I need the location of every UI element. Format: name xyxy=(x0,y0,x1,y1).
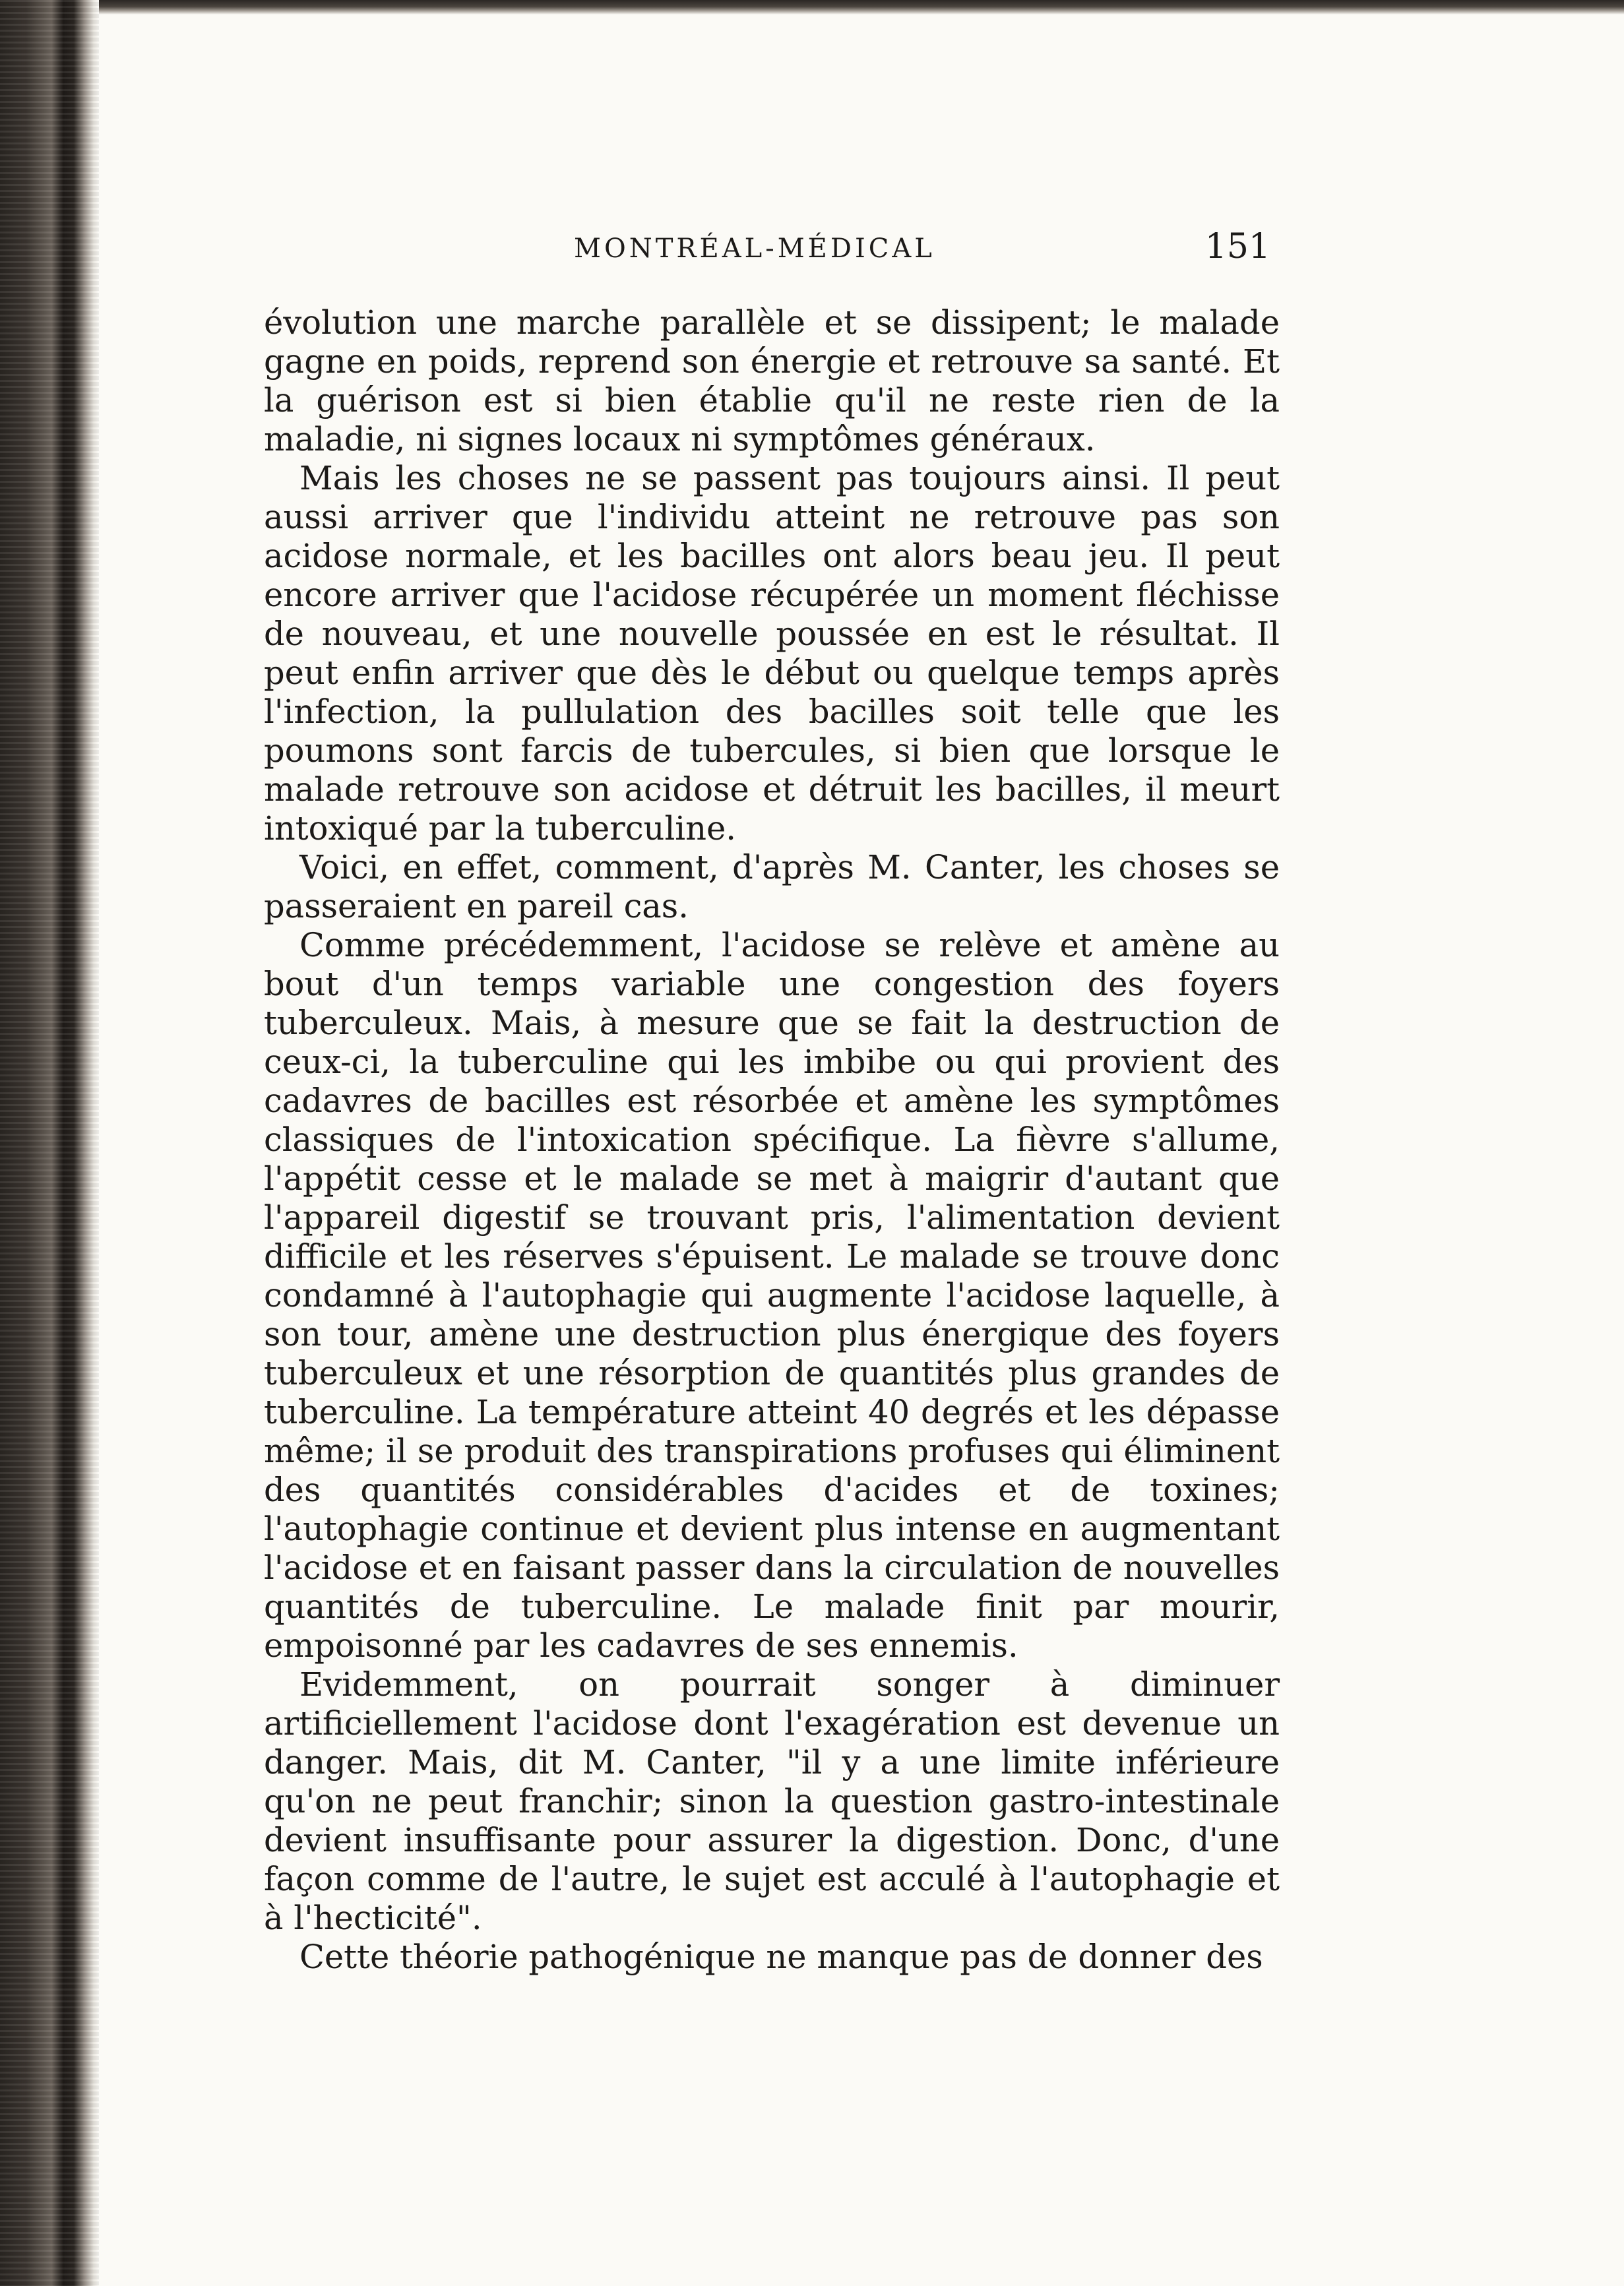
paragraph: Comme précédemment, l'acidose se relève et amène au bout d'un temps variable une congestion des foyers tuberculeux. Mais, à mesure que se fait la destruction de ceux-ci, la tuberculine qui les imbibe ou qui provient des cadavres de bacilles est résorbée et amène les symptômes classiques de l'intoxication spécifique. La fièvre s'allume, l'appétit cesse et le malade se met à maigrir d'autant que l'appareil digestif se trouvant pris, l'alimentation devient difficile et les réserves s'épuisent. Le malade se trouve donc condamné à l'autophagie qui augmente l'acidose laquelle, à son tour, amène une destruction plus énergique des foyers tuberculeux et une résorption de quantités plus grandes de tuberculine. La température atteint 40 degrés et les dépasse même; il se produit des transpirations profuses qui éliminent des quantités considérables d'acides et de toxines; l'autophagie continue et devient plus intense en augmentant l'acidose et en faisant passer dans la circulation de nouvelles quantités de tuberculine. Le malade finit par mourir, empoisonné par les cadavres de ses ennemis. xyxy=(264,926,1280,1665)
book-page xyxy=(264,224,1280,1977)
paragraph: Evidemment, on pourrait songer à diminuer artificiellement l'acidose dont l'exagération est devenue un danger. Mais, dit M. Canter, "il y a une limite inférieure qu'on ne peut franchir; sinon la question gastro-intestinale devient insuffisante pour assurer la digestion. Donc, d'une façon comme de l'autre, le sujet est acculé à l'autophagie et à l'hecticité". xyxy=(264,1665,1280,1937)
binding-texture xyxy=(0,0,99,2286)
running-title: MONTRÉAL-MÉDICAL xyxy=(574,233,935,264)
running-header xyxy=(264,224,1280,277)
page-number: 151 xyxy=(1204,227,1270,266)
scan-top-edge xyxy=(0,0,1624,15)
paragraph: Cette théorie pathogénique ne manque pas de donner des xyxy=(299,1938,1263,1976)
paragraph-continuation: évolution une marche parallèle et se dissipent; le malade gagne en poids, reprend son énergie et retrouve sa santé. Et la guérison est si bien établie qu'il ne reste rien de la maladie, ni signes locaux ni symptômes généraux. xyxy=(264,303,1280,458)
body-text xyxy=(264,303,1280,1977)
paragraph: Voici, en effet, comment, d'après M. Canter, les choses se passeraient en pareil cas. xyxy=(264,848,1280,925)
paragraph: Mais les choses ne se passent pas toujours ainsi. Il peut aussi arriver que l'individu atteint ne retrouve pas son acidose normale, et les bacilles ont alors beau jeu. Il peut encore arriver que l'acidose récupérée un moment fléchisse de nouveau, et une nouvelle poussée en est le résultat. Il peut enfin arriver que dès le début ou quelque temps après l'infection, la pullulation des bacilles soit telle que les poumons sont farcis de tubercules, si bien que lorsque le malade retrouve son acidose et détruit les bacilles, il meurt intoxiqué par la tuberculine. xyxy=(264,459,1280,848)
